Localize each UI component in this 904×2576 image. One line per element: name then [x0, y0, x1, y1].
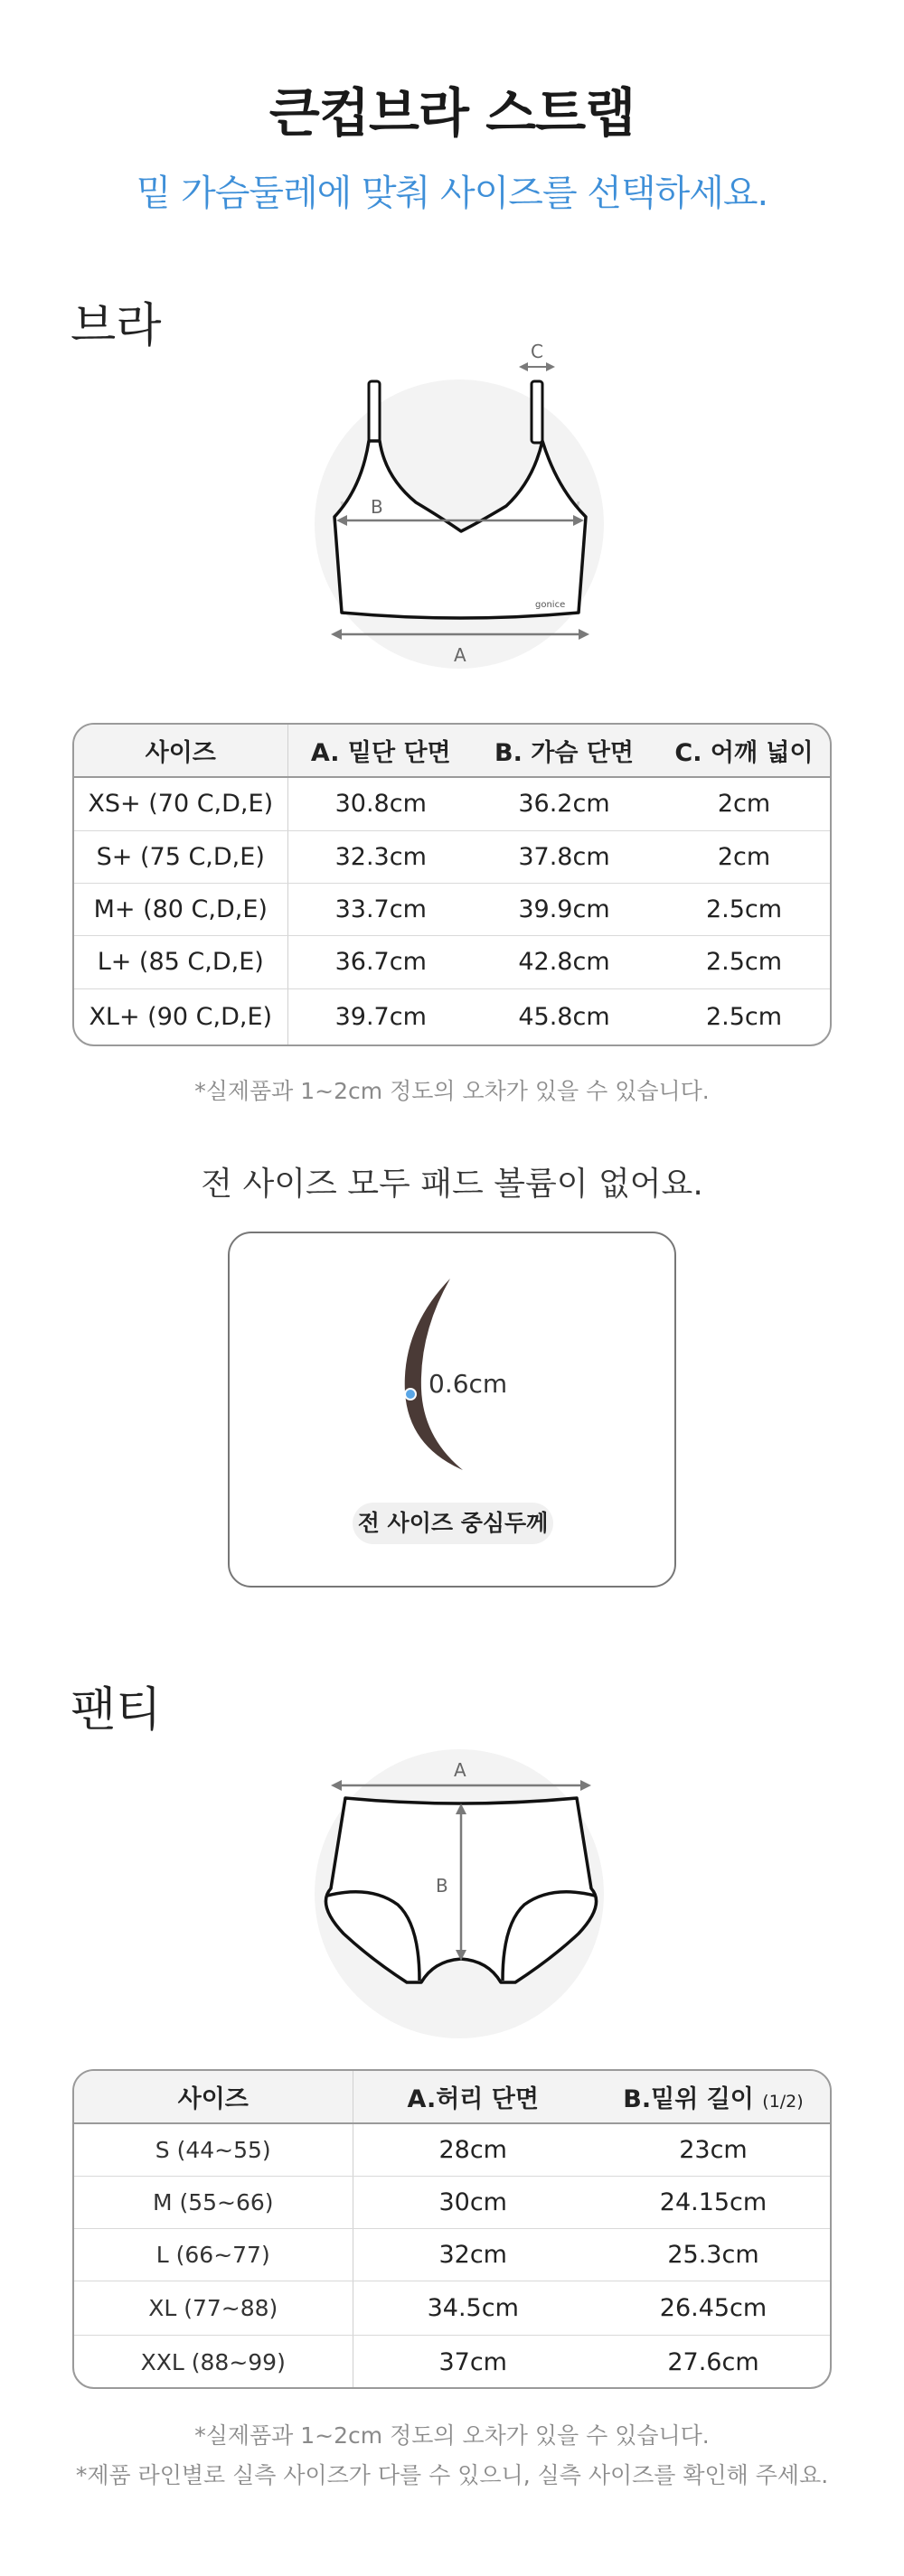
bra-a-cell: 32.3cm — [287, 830, 474, 883]
panty-b-cell: 26.45cm — [593, 2281, 832, 2335]
panty-measure-a-right-arrow — [580, 1780, 591, 1791]
pad-thickness-dot — [405, 1389, 416, 1400]
bra-diagram — [307, 325, 615, 669]
bra-header-c: C. 어깨 넓이 — [654, 725, 832, 777]
pad-heading: 전 사이즈 모두 패드 볼륨이 없어요. — [201, 1166, 703, 1203]
bra-b-cell: 36.2cm — [474, 777, 654, 830]
table-row — [74, 883, 832, 935]
bra-label-b: B — [371, 496, 383, 518]
bra-label-a: A — [454, 644, 466, 666]
table-row — [74, 2123, 832, 2176]
table-row — [74, 988, 832, 1044]
bra-b-cell: 45.8cm — [518, 1002, 610, 1031]
bra-label-c: C — [531, 341, 543, 362]
bra-measure-a-left-arrow — [331, 629, 342, 640]
table-row — [74, 2228, 832, 2281]
panty-measure-a-left-arrow — [331, 1780, 342, 1791]
panty-header-b-note: (1/2) — [762, 2092, 804, 2112]
panty-header-a: A.허리 단면 — [353, 2071, 593, 2123]
bra-size-cell: L+ (85 C,D,E) — [74, 935, 287, 988]
panty-diagram — [307, 1744, 615, 2006]
panty-header-b-label: B.밑위 길이 — [623, 2085, 754, 2113]
bra-a-cell: 30.8cm — [287, 777, 474, 830]
bra-right-strap — [532, 381, 542, 443]
pad-thickness-card — [228, 1232, 676, 1588]
bra-size-cell: M+ (80 C,D,E) — [74, 883, 287, 935]
panty-table-note-1: *실제품과 1~2cm 정도의 오차가 있을 수 있습니다. — [194, 2422, 710, 2449]
table-row — [74, 830, 832, 883]
table-row — [74, 2281, 832, 2335]
bra-measure-c-right-arrow — [546, 362, 555, 371]
panty-a-cell: 37cm — [438, 2347, 507, 2376]
bra-a-cell: 36.7cm — [287, 935, 474, 988]
bra-measure-c-left-arrow — [519, 362, 528, 371]
panty-size-cell: XXL (88~99) — [74, 2335, 353, 2389]
panty-a-cell: 28cm — [353, 2123, 593, 2176]
panty-section-title: 팬티 — [71, 1683, 162, 1738]
panty-label-b: B — [436, 1875, 448, 1897]
bra-measure-a-right-arrow — [579, 629, 589, 640]
bra-a-cell: 39.7cm — [334, 1002, 427, 1031]
bra-brand-label: gonice — [535, 600, 566, 610]
bra-section-title: 브라 — [71, 299, 162, 353]
bra-table-note: *실제품과 1~2cm 정도의 오차가 있을 수 있습니다. — [194, 1078, 710, 1104]
panty-a-cell: 32cm — [353, 2228, 593, 2281]
bra-table-header-row — [74, 725, 832, 777]
panty-a-cell: 34.5cm — [353, 2281, 593, 2335]
panty-label-a: A — [454, 1759, 466, 1781]
panty-size-cell: S (44~55) — [74, 2123, 353, 2176]
table-row — [74, 777, 832, 830]
pad-thickness-value: 0.6cm — [428, 1369, 508, 1399]
bra-header-size: 사이즈 — [74, 725, 287, 777]
panty-size-cell: L (66~77) — [74, 2228, 353, 2281]
panty-size-cell: XL (77~88) — [74, 2281, 353, 2335]
panty-table-note-2: *제품 라인별로 실측 사이즈가 다를 수 있으니, 실측 사이즈를 확인해 주세요. — [75, 2462, 829, 2488]
panty-header-size: 사이즈 — [74, 2071, 353, 2123]
panty-size-table — [72, 2069, 832, 2389]
table-row — [74, 2335, 832, 2389]
bra-size-cell: XL+ (90 C,D,E) — [74, 988, 287, 1044]
bra-c-cell: 2cm — [654, 830, 832, 883]
bra-a-cell: 33.7cm — [287, 883, 474, 935]
panty-size-cell: M (55~66) — [74, 2176, 353, 2228]
bra-c-cell: 2.5cm — [654, 935, 832, 988]
bra-c-cell: 2cm — [654, 777, 832, 830]
bra-c-cell: 2.5cm — [705, 1002, 783, 1031]
bra-b-cell: 39.9cm — [474, 883, 654, 935]
page-title: 큰컵브라 스트랩 — [268, 82, 636, 144]
table-row — [74, 935, 832, 988]
bra-b-cell: 42.8cm — [474, 935, 654, 988]
panty-table-header-row — [74, 2071, 832, 2123]
bra-left-strap — [369, 381, 380, 443]
pad-caption-badge: 전 사이즈 중심두께 — [353, 1503, 553, 1544]
table-row — [74, 2176, 832, 2228]
bra-header-b: B. 가슴 단면 — [474, 725, 654, 777]
bra-c-cell: 2.5cm — [654, 883, 832, 935]
bra-b-cell: 37.8cm — [474, 830, 654, 883]
bra-outline — [334, 441, 586, 618]
panty-header-b — [593, 2071, 832, 2123]
bra-size-cell: XS+ (70 C,D,E) — [74, 777, 287, 830]
panty-b-cell: 24.15cm — [593, 2176, 832, 2228]
bra-size-table — [72, 723, 832, 1046]
panty-b-cell: 25.3cm — [593, 2228, 832, 2281]
page-subtitle: 밑 가슴둘레에 맞춰 사이즈를 선택하세요. — [136, 173, 768, 214]
bra-size-cell: S+ (75 C,D,E) — [74, 830, 287, 883]
panty-b-cell: 27.6cm — [667, 2347, 759, 2376]
bra-header-a: A. 밑단 단면 — [287, 725, 474, 777]
panty-b-cell: 23cm — [593, 2123, 832, 2176]
panty-a-cell: 30cm — [353, 2176, 593, 2228]
